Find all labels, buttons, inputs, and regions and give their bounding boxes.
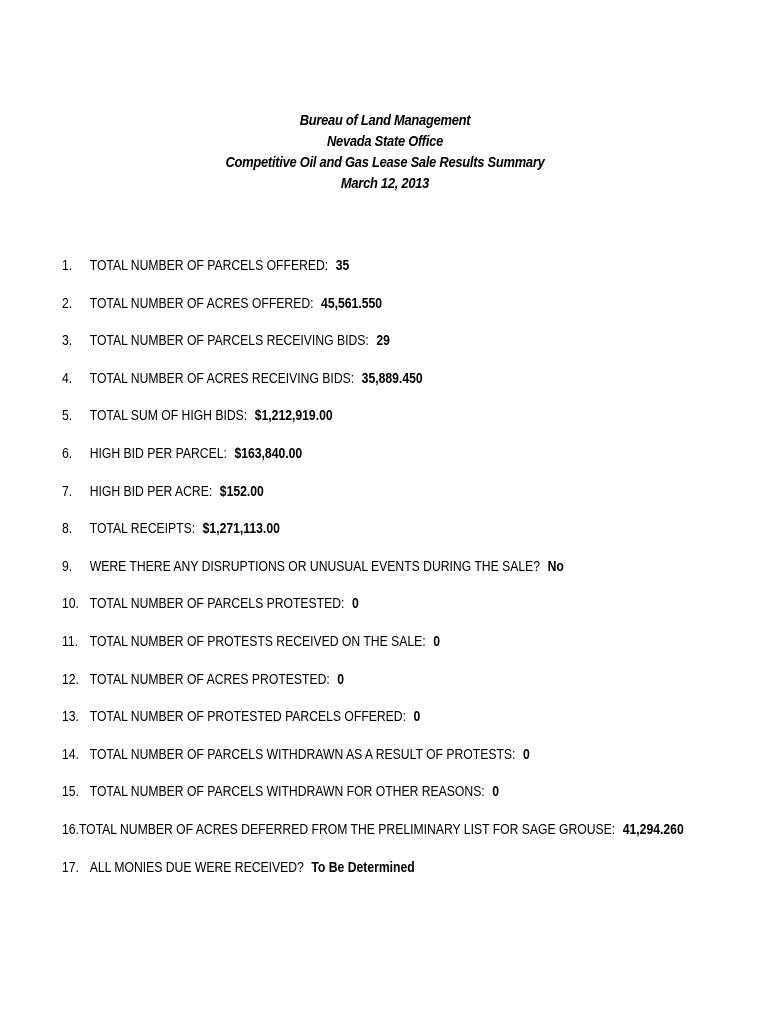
item-number: 14. <box>62 746 79 763</box>
item-label: TOTAL NUMBER OF PARCELS RECEIVING BIDS: <box>89 333 369 350</box>
item-label: TOTAL SUM OF HIGH BIDS: <box>89 408 248 425</box>
item-label: TOTAL NUMBER OF PROTESTED PARCELS OFFERED: <box>89 709 406 726</box>
list-item <box>62 406 650 444</box>
list-item <box>62 369 650 407</box>
list-item <box>62 482 650 520</box>
list-item <box>62 632 650 670</box>
item-number: 5. <box>62 408 73 425</box>
item-label: TOTAL NUMBER OF PARCELS WITHDRAWN AS A RESULT OF PROTESTS: <box>89 746 516 763</box>
item-value: $1,271,113.00 <box>202 521 280 538</box>
list-item <box>62 707 650 745</box>
list-item <box>62 331 650 369</box>
list-item <box>62 782 650 820</box>
item-value: $1,212,919.00 <box>254 408 333 425</box>
list-item <box>62 670 650 708</box>
list-item <box>62 294 650 332</box>
item-value: 0 <box>522 746 530 763</box>
item-number: 13. <box>62 709 79 726</box>
item-number: 1. <box>62 258 73 274</box>
item-number: 16. <box>62 821 79 838</box>
list-item <box>62 444 650 482</box>
item-number: 4. <box>62 370 73 387</box>
list-item <box>62 519 650 557</box>
item-number: 2. <box>62 295 73 312</box>
item-number: 9. <box>62 558 73 575</box>
list-item <box>62 745 650 783</box>
item-label: TOTAL NUMBER OF ACRES DEFERRED FROM THE PRELIMINARY LIST FOR SAGE GROUSE: <box>78 821 616 838</box>
item-value: 35,889.450 <box>361 370 423 387</box>
item-value: 0 <box>492 784 500 801</box>
results-list <box>62 256 762 895</box>
item-value: 35 <box>335 258 350 274</box>
list-item <box>62 256 650 294</box>
item-number: 15. <box>62 784 79 801</box>
item-number: 17. <box>62 859 79 876</box>
item-label: TOTAL NUMBER OF ACRES RECEIVING BIDS: <box>89 370 355 387</box>
item-number: 11. <box>62 633 79 650</box>
list-item <box>62 858 650 896</box>
agency-name: Bureau of Land Management <box>299 112 471 129</box>
list-item <box>62 820 684 858</box>
item-label: ALL MONIES DUE WERE RECEIVED? <box>89 859 304 876</box>
item-value: No <box>547 558 564 575</box>
item-label: TOTAL NUMBER OF ACRES OFFERED: <box>89 295 314 312</box>
document-date: March 12, 2013 <box>340 175 430 192</box>
document-title: Competitive Oil and Gas Lease Sale Results Summary <box>225 154 545 171</box>
item-number: 6. <box>62 445 73 462</box>
list-item <box>62 594 650 632</box>
item-value: 41,294.260 <box>622 821 684 838</box>
item-number: 8. <box>62 521 73 538</box>
item-value: 0 <box>433 633 440 650</box>
item-label: TOTAL NUMBER OF PROTESTS RECEIVED ON THE SALE: <box>89 633 426 650</box>
item-label: TOTAL NUMBER OF ACRES PROTESTED: <box>89 671 330 688</box>
item-value: 0 <box>351 596 359 613</box>
item-value: 0 <box>413 709 421 726</box>
item-label: WERE THERE ANY DISRUPTIONS OR UNUSUAL EVENTS DURING THE SALE? <box>89 558 541 575</box>
item-number: 10. <box>62 596 79 613</box>
item-number: 7. <box>62 483 73 500</box>
document-header <box>54 110 716 194</box>
item-label: TOTAL NUMBER OF PARCELS WITHDRAWN FOR OTHER REASONS: <box>89 784 485 801</box>
item-value: $163,840.00 <box>234 445 303 462</box>
list-item <box>62 557 650 595</box>
item-number: 3. <box>62 333 73 350</box>
item-label: TOTAL NUMBER OF PARCELS OFFERED: <box>89 258 329 274</box>
item-value: 29 <box>376 333 390 350</box>
item-label: HIGH BID PER ACRE: <box>89 483 213 500</box>
item-label: HIGH BID PER PARCEL: <box>89 445 227 462</box>
item-value: To Be Determined <box>311 859 415 876</box>
item-label: TOTAL RECEIPTS: <box>89 521 196 538</box>
item-number: 12. <box>62 671 79 688</box>
item-value: $152.00 <box>219 483 264 500</box>
office-name: Nevada State Office <box>326 133 444 150</box>
item-label: TOTAL NUMBER OF PARCELS PROTESTED: <box>89 596 345 613</box>
item-value: 0 <box>337 671 345 688</box>
item-value: 45,561.550 <box>321 295 383 312</box>
